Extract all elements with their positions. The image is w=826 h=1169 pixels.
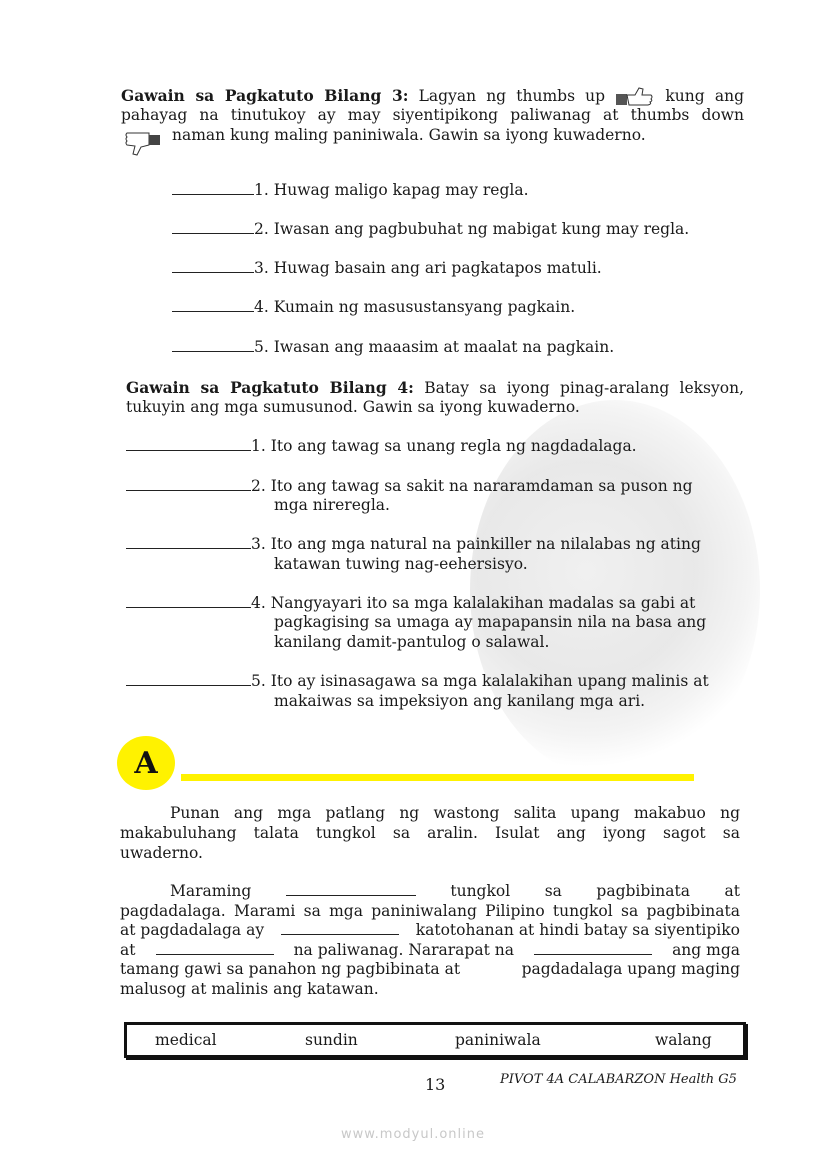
g3-text1: Lagyan ng thumbs up	[418, 87, 606, 105]
section-a-underline	[181, 774, 694, 781]
a-instr2: makabuluhang talata tungkol sa aralin. Isulat ang iyong sagot sa	[120, 824, 740, 842]
word-bank-item: walang	[655, 1031, 712, 1049]
word-bank-item: sundin	[305, 1031, 358, 1049]
section-a-badge: A	[117, 736, 175, 790]
g3-line1	[121, 86, 744, 107]
a-instr3: uwaderno.	[120, 844, 203, 862]
word-bank-box	[124, 1022, 746, 1058]
a-para-line1: Maraming tungkol sa pagbibinata at	[170, 882, 740, 900]
g3-item: 4. Kumain ng masusustansyang pagkain.	[172, 298, 575, 316]
g3-text1b: kung ang	[665, 87, 744, 105]
faded-seal-watermark	[470, 400, 760, 780]
thumbs-up-icon	[615, 87, 655, 107]
g4-item-cont: kanilang damit-pantulog o salawal.	[274, 633, 550, 651]
g3-title: Gawain sa Pagkatuto Bilang 3:	[121, 86, 409, 105]
site-watermark: www.modyul.online	[340, 1127, 486, 1142]
g3-item: 2. Iwasan ang pagbubuhat ng mabigat kung may regla.	[172, 220, 689, 238]
word-bank-item: medical	[155, 1031, 217, 1049]
a-para-line5: tamang gawi sa panahon ng pagbibinata at pagdadalaga upang maging	[120, 960, 740, 978]
g4-item-cont: makaiwas sa impeksiyon ang kanilang mga ari.	[274, 692, 646, 710]
g4-item: 4. Nangyayari ito sa mga kalalakihan madalas sa gabi at	[126, 594, 695, 612]
g4-item-cont: mga nireregla.	[274, 496, 390, 514]
g4-item: 3. Ito ang mga natural na painkiller na nilalabas ng ating	[126, 535, 701, 553]
a-para-line4: at na paliwanag. Nararapat na ang mga	[120, 941, 740, 959]
page-number: 13	[425, 1075, 446, 1094]
g3-item: 1. Huwag maligo kapag may regla.	[172, 181, 529, 199]
g4-item-cont: pagkagising sa umaga ay mapapansin nila na basa ang	[274, 613, 707, 631]
g4-item: 5. Ito ay isinasagawa sa mga kalalakihan upang malinis at	[126, 672, 709, 690]
g4-item-cont: katawan tuwing nag-eehersisyo.	[274, 555, 528, 573]
a-para-line2: pagdadalaga. Marami sa mga paniniwalang Pilipino tungkol sa pagbibinata	[120, 902, 740, 920]
g3-line3: naman kung maling paniniwala. Gawin sa iyong kuwaderno.	[172, 126, 646, 144]
a-para-line3: at pagdadalaga ay katotohanan at hindi batay sa siyentipiko	[120, 921, 740, 939]
g4-line2: tukuyin ang mga sumusunod. Gawin sa iyong kuwaderno.	[126, 398, 580, 416]
thumbs-down-icon	[123, 131, 163, 161]
g4-title: Gawain sa Pagkatuto Bilang 4:	[126, 378, 414, 397]
footer-title: PIVOT 4A CALABARZON Health G5	[500, 1072, 737, 1087]
a-para-line6: malusog at malinis ang katawan.	[120, 980, 379, 998]
g3-item: 3. Huwag basain ang ari pagkatapos matuli.	[172, 259, 602, 277]
g4-line1: Gawain sa Pagkatuto Bilang 4: Batay sa iyong pinag-aralang leksyon,	[126, 378, 744, 397]
word-bank-item: paniniwala	[455, 1031, 541, 1049]
g3-line2: pahayag na tinutukoy ay may siyentipikong paliwanag at thumbs down	[121, 106, 744, 124]
g3-item: 5. Iwasan ang maaasim at maalat na pagkain.	[172, 338, 614, 356]
g4-item: 2. Ito ang tawag sa sakit na nararamdaman sa puson ng	[126, 477, 693, 495]
a-instr1: Punan ang mga patlang ng wastong salita upang makabuo ng	[170, 804, 740, 822]
g4-item: 1. Ito ang tawag sa unang regla ng nagdadalaga.	[126, 437, 637, 455]
